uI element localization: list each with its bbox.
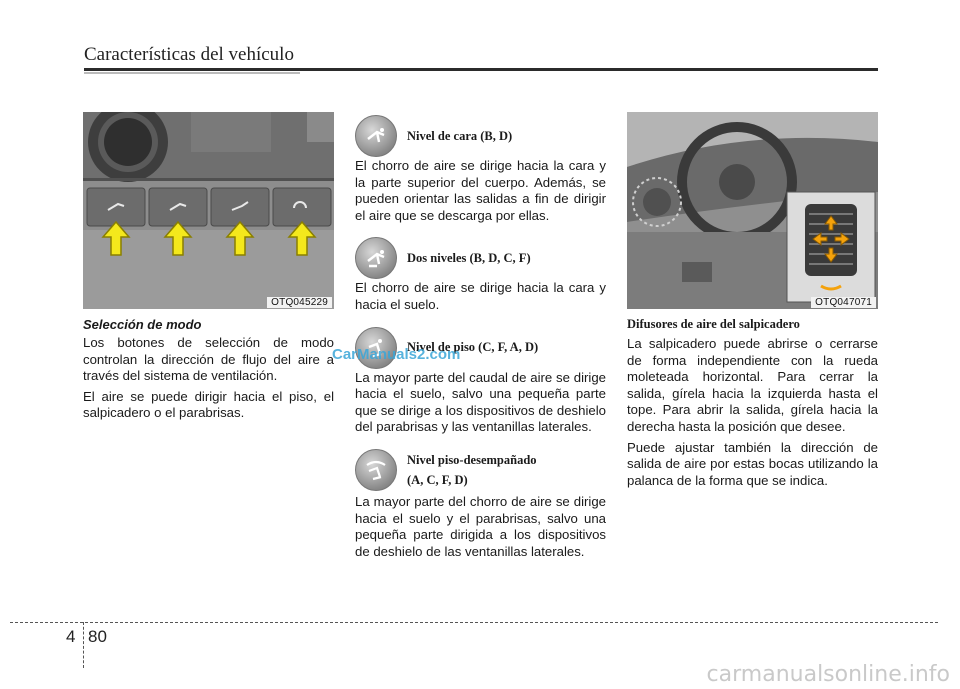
chapter-number: 4: [66, 627, 76, 646]
column-dashboard-vents: [627, 112, 878, 493]
site-watermark: carmanualsonline.info: [706, 662, 950, 687]
mode-floor-defrost: [355, 446, 606, 560]
mode-description: La mayor parte del caudal de aire se dirige hacia el suelo, salvo una pequeña parte que se dirige a los dispositivos de deshielo del parabrisas y las ventanillas laterales.: [355, 369, 606, 435]
mode-label-vents: (A, C, F, D): [407, 473, 468, 488]
mode-label: Nivel piso-desempañado: [407, 453, 537, 468]
mode-buttons-photo: [83, 112, 334, 309]
bi-level-vent-icon: [355, 237, 397, 279]
dashboard-vent-photo: [627, 112, 878, 309]
column-mode-selection: [83, 112, 334, 426]
body-paragraph: Puede ajustar también la dirección de salida de aire por estas bocas utilizando la palanca de la forma que se indica.: [627, 439, 878, 488]
section-heading: Selección de modo: [83, 317, 202, 332]
page-header-title: Características del vehículo: [84, 44, 294, 65]
body-paragraph: La salpicadero puede abrirse o cerrarse de forma independiente con la rueda moleteada horizontal. Para cerrar la salida, gírela hacia la izquierda hasta el tope. Para abrir la salida, gírela hacia la derecha hasta la posición que desee.: [627, 336, 878, 434]
mode-description: La mayor parte del chorro de aire se dirige hacia el suelo y el parabrisas, salvo una pequeña parte dirigida a los dispositivos de deshielo de las ventanillas laterales.: [355, 493, 606, 559]
floor-defrost-icon: [355, 449, 397, 491]
footer-rule: [10, 622, 938, 623]
dashboard-vent-illustration: [627, 112, 878, 309]
footer-divider: [83, 622, 84, 668]
mode-floor: [355, 326, 606, 436]
watermark-overlay: CarManuals2.com: [332, 346, 461, 363]
image-code-label: OTQ045229: [267, 297, 332, 308]
mode-description: El chorro de aire se dirige hacia la cara y hacia el suelo.: [355, 280, 606, 312]
header-rule: [84, 68, 878, 71]
body-paragraph: El aire se puede dirigir hacia el piso, el salpicadero o el parabrisas.: [83, 388, 334, 421]
page-number: 80: [88, 627, 107, 646]
face-vent-icon: [355, 115, 397, 157]
mode-face: [355, 114, 606, 224]
mode-label: Nivel de piso (C, F, A, D): [407, 340, 539, 355]
body-paragraph: Los botones de selección de modo controlan la dirección de flujo del aire a través del sistema de ventilación.: [83, 335, 334, 384]
header-rule-shadow: [84, 72, 300, 74]
mode-label: Nivel de cara (B, D): [407, 128, 513, 143]
mode-buttons-illustration: [83, 112, 334, 309]
image-code-label: OTQ047071: [811, 297, 876, 308]
mode-bi-level: [355, 236, 606, 313]
mode-label: Dos niveles (B, D, C, F): [407, 250, 531, 265]
section-heading: Difusores de aire del salpicadero: [627, 317, 800, 331]
column-mode-levels: [355, 114, 606, 564]
mode-description: El chorro de aire se dirige hacia la cara y la parte superior del cuerpo. Además, se pueden orientar las salidas a fin de dirigir el aire que se descarga por ellas.: [355, 158, 606, 223]
